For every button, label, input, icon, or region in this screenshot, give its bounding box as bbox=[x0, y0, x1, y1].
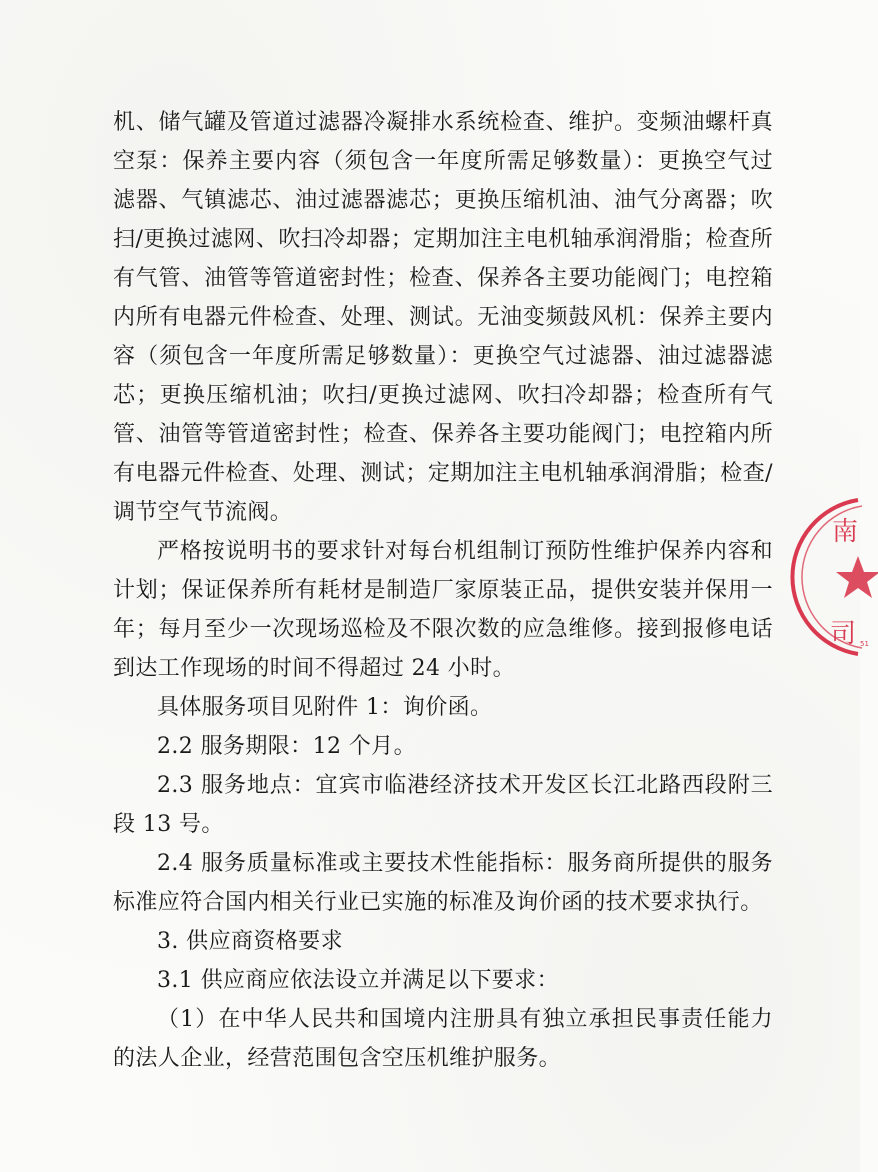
svg-text:司: 司 bbox=[830, 619, 857, 649]
paragraph-service-quality: 2.4 服务质量标准或主要技术性能指标：服务商所提供的服务标准应符合国内相关行业已实施的标准及询价函的技术要求执行。 bbox=[113, 851, 773, 915]
paragraph-requirement-1: （1）在中华人民共和国境内注册具有独立承担民事责任能力的法人企业，经营范围包含空压机维护服务。 bbox=[113, 1007, 773, 1071]
paragraph-service-items-reference: 具体服务项目见附件 1：询价函。 bbox=[157, 695, 493, 720]
svg-text:51: 51 bbox=[860, 640, 869, 648]
paragraph-service-location: 2.3 服务地点：宜宾市临港经济技术开发区长江北路西段附三段 13 号。 bbox=[113, 773, 773, 837]
paragraph-maintenance-plan: 严格按说明书的要求针对每台机组制订预防性维护保养内容和计划；保证保养所有耗材是制造厂家原装正品，提供安装并保用一年；每月至少一次现场巡检及不限次数的应急维修。接到报修电话到达工作现场的时间不得超过 24 小时。 bbox=[113, 539, 773, 681]
section-heading-supplier-qualification: 3. 供应商资格要求 bbox=[157, 929, 343, 954]
document-body bbox=[113, 103, 773, 1078]
svg-text:南: 南 bbox=[832, 517, 859, 547]
paragraph-supplier-requirements: 3.1 供应商应依法设立并满足以下要求： bbox=[157, 968, 559, 993]
paragraph-service-period: 2.2 服务期限：12 个月。 bbox=[157, 734, 416, 759]
paragraph-maintenance-items: 机、储气罐及管道过滤器冷凝排水系统检查、维护。变频油螺杆真空泵：保养主要内容（须包含一年度所需足够数量）：更换空气过滤器、气镇滤芯、油过滤器滤芯；更换压缩机油、油气分离器；吹扫/更换过滤网、吹扫冷却器；定期加注主电机轴承润滑脂；检查所有气管、油管等管道密封性；检查、保养各主要功能阀门；电控箱内所有电器元件检查、处理、测试。无油变频鼓风机：保养主要内容（须包含一年度所需足够数量）：更换空气过滤器、油过滤器滤芯；更换压缩机油；吹扫/更换过滤网、吹扫冷却器；检查所有气管、油管等管道密封性；检查、保养各主要功能阀门；电控箱内所有电器元件检查、处理、测试；定期加注主电机轴承润滑脂；检查/调节空气节流阀。 bbox=[113, 110, 773, 525]
seal-stamp-icon bbox=[818, 492, 878, 662]
